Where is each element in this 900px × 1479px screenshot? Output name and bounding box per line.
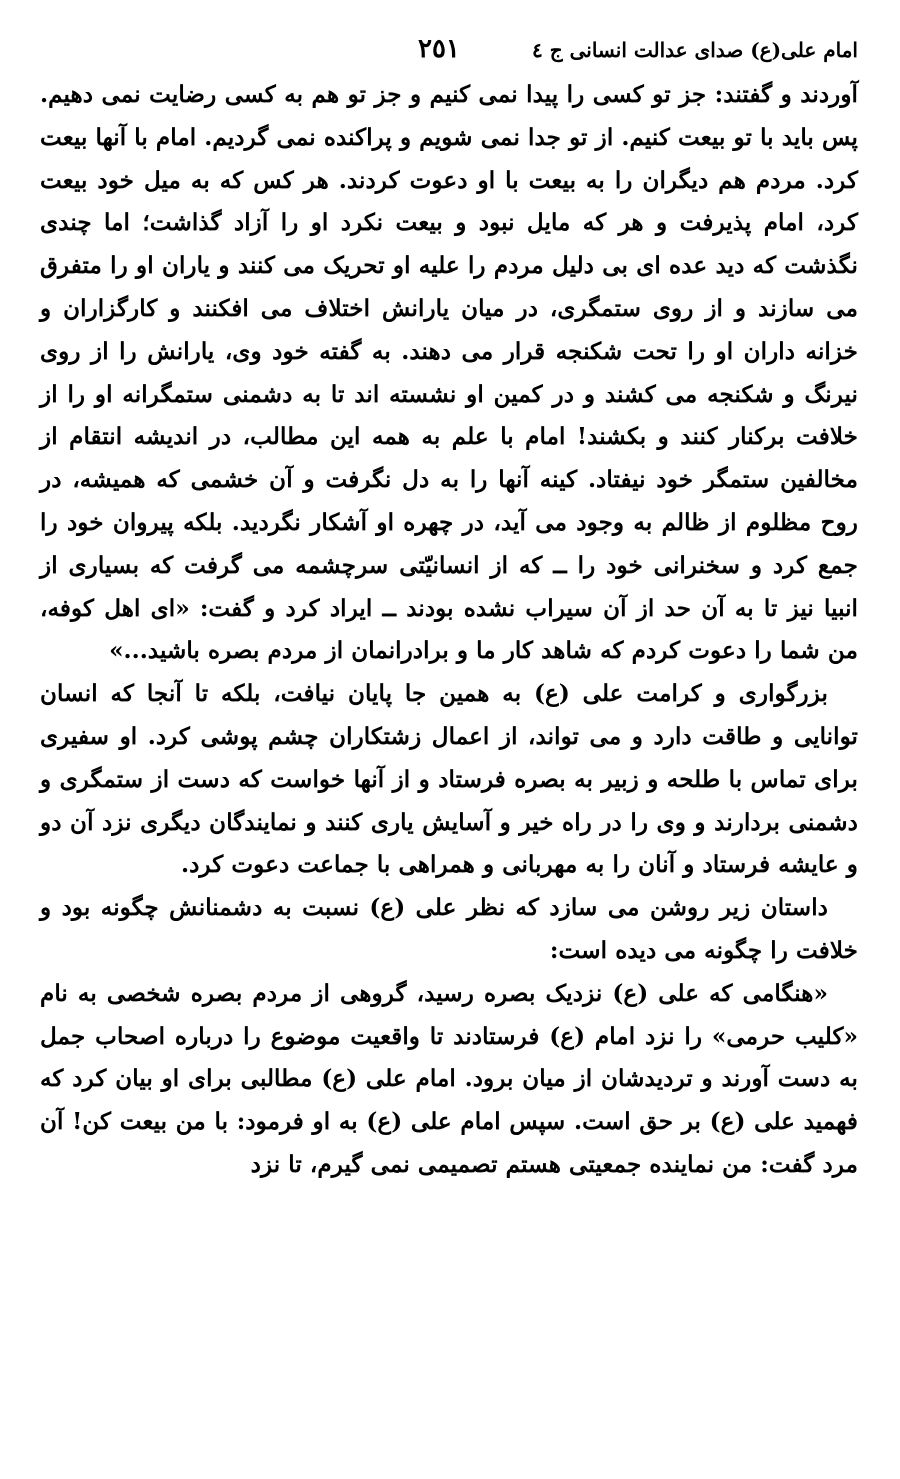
paragraph: آوردند و گفتند: جز تو کسی را پیدا نمی کنیم و جز تو هم به کسی رضایت نمی دهیم. پس باید با تو بیعت کنیم. از تو جدا نمی شویم و پراکنده نمی گردیم. امام با آنها بیعت کرد. مردم هم دیگران را به بیعت با او دعوت کردند. هر کس که به میل خود بیعت کرد، امام پذیرفت و هر که مایل نبود و بیعت نکرد او را آزاد گذاشت؛ اما چندی نگذشت که دید عده ای بی دلیل مردم را علیه او تحریک می کنند و یاران او را متفرق می سازند و از روی ستمگری، در میان یارانش اختلاف می افکنند و کارگزاران و خزانه داران او را تحت شکنجه قرار می دهند. به گفته خود وی، یارانش را از روی نیرنگ و شکنجه می کشند و در کمین او نشسته اند تا به دشمنی ستمگرانه او را از خلافت برکنار کنند و بکشند! امام با علم به همه این مطالب، در اندیشه انتقام از مخالفین ستمگر خود نیفتاد. کینه آنها را به دل نگرفت و آن خشمی که همیشه، در روح مظلوم از ظالم به وجود می آید، در چهره او آشکار نگردید. بلکه پیروان خود را جمع کرد و سخنرانی خود را ــ که از انسانیّتی سرچشمه می گرفت که بسیاری از انبیا نیز تا به آن حد از آن سیراب نشده بودند ــ ایراد کرد و گفت: «ای اهل کوفه، من شما را دعوت کردم که شاهد کار ما و برادرانمان از مردم بصره باشید...»: [40, 81, 858, 665]
page-header: [40, 30, 858, 74]
page-number: ٢٥١: [418, 34, 460, 64]
paragraph: داستان زیر روشن می سازد که نظر علی (ع) نسبت به دشمنانش چگونه بود و خلافت را چگونه می دیده است:: [40, 894, 858, 964]
running-title: امام علی(ع) صدای عدالت انسانی ج ٤: [532, 38, 858, 62]
paragraph: «هنگامی که علی (ع) نزدیک بصره رسید، گروهی از مردم بصره شخصی به نام «کلیب حرمی» را نزد امام (ع) فرستادند تا واقعیت موضوع را درباره اصحاب جمل به دست آورند و تردیدشان از میان برود. امام علی (ع) مطالبی برای او بیان کرد که فهمید علی (ع) بر حق است. سپس امام علی (ع) به او فرمود: با من بیعت کن! آن مرد گفت: من نماینده جمعیتی هستم تصمیمی نمی گیرم، تا نزد: [40, 979, 858, 1178]
paragraph: بزرگواری و کرامت علی (ع) به همین جا پایان نیافت، بلکه تا آنجا که انسان توانایی و طاقت دارد و می تواند، از اعمال زشتکاران چشم پوشی کرد. او سفیری برای تماس با طلحه و زبیر به بصره فرستاد و از آنها خواست که دست از ستمگری و دشمنی بردارند و وی را در راه خیر و آسایش یاری کنند و نمایندگان دیگری نزد آن دو و عایشه فرستاد و آنان را به مهربانی و همراهی با جماعت دعوت کرد.: [40, 680, 858, 879]
book-page: [40, 30, 858, 1187]
body-text: [40, 74, 858, 1187]
